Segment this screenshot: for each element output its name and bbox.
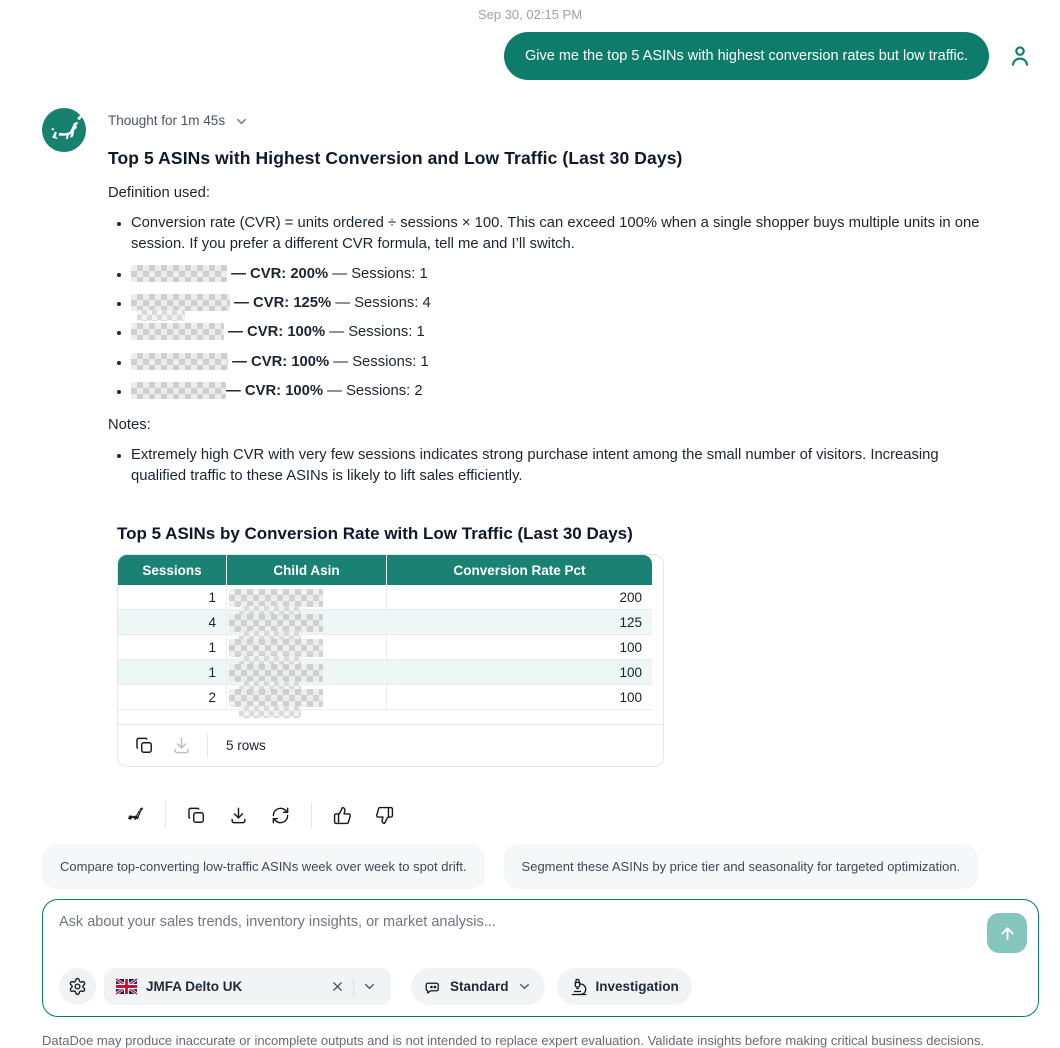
- definition-list: [108, 213, 982, 401]
- definition-label: Definition used:: [108, 185, 210, 201]
- investigation-tool-button[interactable]: [557, 968, 692, 1005]
- redacted-asin: [229, 689, 323, 707]
- redacted-asin: [131, 294, 230, 311]
- thumbs-up-button[interactable]: [331, 804, 354, 827]
- copy-icon: [187, 806, 206, 825]
- composer-controls: [59, 968, 692, 1005]
- thumbs-down-icon: [375, 806, 394, 825]
- notes-list: [108, 445, 982, 487]
- message-actions-row: [122, 802, 1060, 828]
- copy-response-button[interactable]: [185, 804, 208, 827]
- thought-label: Thought for 1m 45s: [108, 113, 226, 128]
- chat-input[interactable]: [59, 914, 959, 960]
- table-copy-button[interactable]: [133, 734, 156, 757]
- redacted-asin: [131, 382, 226, 399]
- asin-bullet: • — CVR: 100% — Sessions: 1: [131, 353, 982, 372]
- table-row: 4 125: [118, 610, 652, 635]
- arrow-up-icon: [998, 924, 1017, 943]
- redacted-asin: [131, 353, 228, 370]
- refresh-icon: [271, 806, 290, 825]
- copy-icon: [135, 736, 154, 755]
- mode-selector[interactable]: [411, 968, 545, 1005]
- redacted-asin: [131, 265, 227, 282]
- chevron-down-icon: [517, 979, 532, 994]
- mode-label: Standard: [450, 979, 509, 995]
- regenerate-button[interactable]: [269, 804, 292, 827]
- send-button[interactable]: [987, 913, 1027, 953]
- table-row: 2 100: [118, 685, 652, 710]
- user-message-row: [0, 22, 1060, 80]
- table-card: [117, 554, 664, 767]
- redacted-asin: [229, 639, 323, 657]
- market-label: JMFA Delto UK: [146, 979, 243, 995]
- answer-heading: Top 5 ASINs with Highest Conversion and Low Traffic (Last 30 Days): [108, 148, 683, 168]
- table-header-row: [118, 555, 652, 585]
- actions-divider: [311, 802, 312, 828]
- table-card-gap: [118, 710, 663, 724]
- download-response-button[interactable]: [227, 804, 250, 827]
- actions-divider: [165, 802, 166, 828]
- tool-label: Investigation: [595, 979, 679, 995]
- asin-bullet: • — CVR: 125% — Sessions: 4: [131, 294, 982, 313]
- message-timestamp: Sep 30, 02:15 PM: [477, 7, 583, 22]
- assistant-message-content: [108, 108, 982, 767]
- notes-label: Notes:: [108, 417, 151, 434]
- suggestion-chip[interactable]: Segment these ASINs by price tier and seasonality for targeted optimization.: [504, 844, 979, 889]
- gear-icon: [68, 977, 87, 996]
- close-icon: [330, 979, 345, 994]
- uk-flag-icon: [116, 979, 137, 994]
- table-row: 1 100: [118, 635, 652, 660]
- datadoe-agent-button[interactable]: [122, 803, 146, 827]
- bot-icon: [424, 978, 442, 996]
- table-row: 1 100: [118, 660, 652, 685]
- suggestion-chips-row: [42, 844, 1060, 889]
- settings-button[interactable]: [59, 968, 96, 1005]
- thought-toggle[interactable]: [108, 108, 249, 129]
- redacted-asin: [229, 664, 323, 682]
- redacted-asin: [131, 323, 224, 340]
- market-selector[interactable]: [104, 968, 391, 1005]
- footer-divider: [207, 734, 208, 758]
- download-icon: [229, 806, 248, 825]
- table-row: 1 200: [118, 585, 652, 610]
- suggestion-chip[interactable]: Compare top-converting low-traffic ASINs week over week to spot drift.: [42, 844, 485, 889]
- user-message-bubble: Give me the top 5 ASINs with highest conversion rates but low traffic.: [504, 32, 989, 80]
- microscope-icon: [570, 978, 588, 996]
- thumbs-up-icon: [333, 806, 352, 825]
- table-card-footer: [118, 724, 663, 766]
- redacted-asin: [229, 589, 323, 607]
- download-icon: [172, 736, 191, 755]
- market-dropdown-button[interactable]: [356, 977, 383, 996]
- result-table-block: [117, 524, 982, 767]
- notes-bullet: • Extremely high CVR with very few sessions indicates strong purchase intent among the small number of visitors. Increasing qualified traffic to these ASINs is likely to lift sales efficiently.: [131, 445, 982, 487]
- goat-icon: [124, 805, 144, 825]
- asin-bullet: • — CVR: 200% — Sessions: 1: [131, 265, 982, 284]
- redacted-asin: [229, 614, 323, 632]
- user-avatar-icon: [1007, 43, 1033, 69]
- definition-bullet: • Conversion rate (CVR) = units ordered ÷ sessions × 100. This can exceed 100% when a single shopper buys multiple units in one session. If you prefer a different CVR formula, tell me and I’ll switch.: [131, 213, 982, 255]
- chevron-down-icon: [234, 114, 249, 129]
- column-header-sessions: Sessions: [118, 555, 227, 585]
- thumbs-down-button[interactable]: [373, 804, 396, 827]
- assistant-message-row: [0, 80, 1060, 767]
- disclaimer-text: DataDoe may produce inaccurate or incomplete outputs and is not intended to replace expert evaluation. Validate insights before making critical business decisions.: [42, 1033, 985, 1048]
- asin-data-table: [118, 555, 652, 710]
- asin-bullet: • — CVR: 100% — Sessions: 1: [131, 323, 982, 342]
- table-title: Top 5 ASINs by Conversion Rate with Low Traffic (Last 30 Days): [117, 524, 633, 544]
- column-header-cvr-pct: Conversion Rate Pct: [387, 555, 652, 585]
- assistant-avatar-goat-icon: [42, 108, 86, 152]
- table-download-button[interactable]: [170, 734, 193, 757]
- clear-market-button[interactable]: [324, 977, 351, 996]
- asin-bullet: • — CVR: 100% — Sessions: 2: [131, 382, 982, 401]
- composer: [42, 899, 1039, 1017]
- row-count-label: 5 rows: [226, 738, 266, 754]
- column-header-child-asin: Child Asin: [227, 555, 387, 585]
- chevron-down-icon: [362, 979, 377, 994]
- pill-divider: [353, 977, 354, 997]
